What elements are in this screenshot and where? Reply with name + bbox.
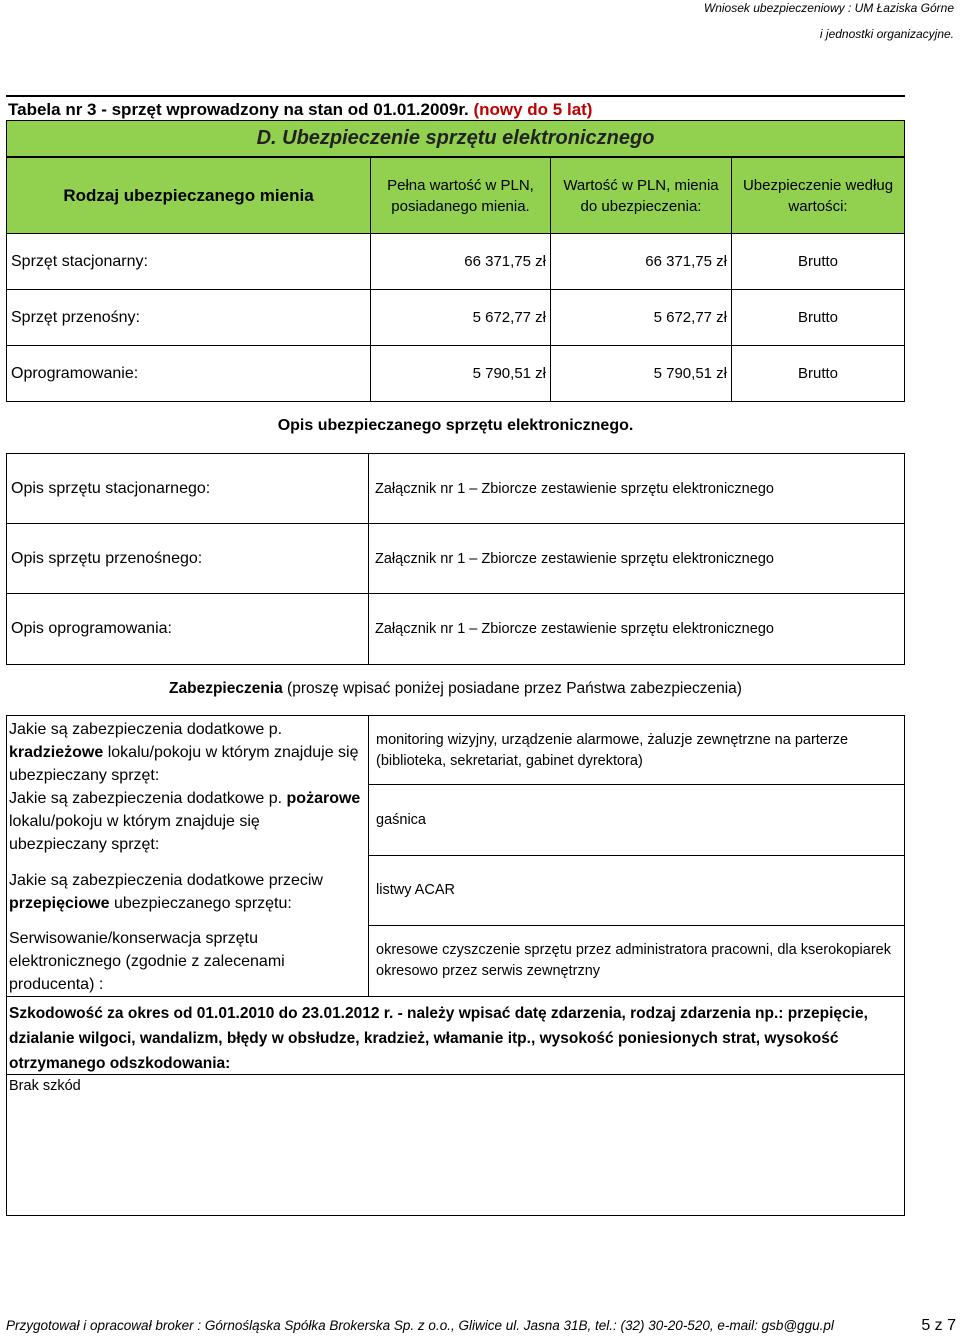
claims-question-line1: Szkodowość za okres od 01.01.2010 do 23.01.2012 r. - należy wpisać datę zdarzenia, rodzaj zdarzenia np.: przepięcie, [9, 1005, 868, 1022]
column-header-insured-value-label: Wartość w PLN, mienia do ubezpieczenia: [563, 176, 719, 215]
security-fire-question-line2: lokalu/pokoju w którym znajduje się [9, 813, 260, 830]
desc-label-portable: Opis sprzętu przenośnego: [6, 523, 369, 594]
security-row-divider-2 [368, 855, 905, 856]
security-row-divider-1 [368, 784, 905, 785]
claims-question-line3: otrzymanego odszkodowania: [9, 1055, 231, 1072]
security-theft-answer-line1: monitoring wizyjny, urządzenie alarmowe, żaluzje zewnętrzne na parterze [376, 732, 849, 748]
security-service-answer-line1: okresowe czyszczenie sprzętu przez administratora pracowni, dla kserokopiarek [376, 942, 891, 958]
column-header-basis [731, 157, 905, 234]
security-theft-keyword: kradzieżowe [9, 744, 104, 761]
security-title-bold: Zabezpieczenia [169, 680, 283, 697]
security-row-divider-3 [368, 925, 905, 926]
desc-value-software: Załącznik nr 1 – Zbiorcze zestawienie sprzętu elektronicznego [368, 593, 905, 665]
security-surge-question [9, 869, 369, 915]
table-title-note: (nowy do 5 lat) [473, 100, 593, 119]
security-fire-question-line3: ubezpieczany sprzęt: [9, 836, 160, 853]
claims-question [9, 1001, 902, 1076]
security-surge-question-line2-rest: ubezpieczanego sprzętu: [113, 895, 292, 912]
page-number: 5 z 7 [921, 1317, 956, 1334]
footer-broker-info: Przygotował i opracował broker : Górnośląska Spółka Brokerska Sp. z o.o., Gliwice ul. Jasna 31B, tel.: (32) 30-20-520, e-mail: gsb@ggu.pl [6, 1318, 834, 1333]
table-title-text: Tabela nr 3 - sprzęt wprowadzony na stan od 01.01.2009r. [8, 100, 469, 119]
section-d-title: D. Ubezpieczenie sprzętu elektronicznego [256, 127, 655, 149]
column-header-basis-label: Ubezpieczenie według wartości: [742, 176, 894, 215]
desc-value-stationary: Załącznik nr 1 – Zbiorcze zestawienie sprzętu elektronicznego [368, 453, 905, 524]
security-surge-question-line1: Jakie są zabezpieczenia dodatkowe przeciw [9, 872, 323, 889]
claims-divider [6, 1074, 905, 1075]
security-surge-answer: listwy ACAR [376, 882, 455, 898]
security-theft-answer [376, 730, 901, 772]
security-surge-question-line2 [9, 892, 369, 915]
row-insured-value-stationary: 66 371,75 zł [550, 233, 732, 290]
description-section-title: Opis ubezpieczanego sprzętu elektronicznego. [277, 417, 634, 434]
security-fire-question-line1 [9, 787, 369, 810]
security-fire-question-line1-text: Jakie są zabezpieczenia dodatkowe p. [9, 790, 283, 807]
row-basis-portable: Brutto [731, 289, 905, 346]
row-label-stationary: Sprzęt stacjonarny: [6, 233, 371, 290]
security-theft-question-line2 [9, 741, 369, 764]
security-service-question-line2: elektronicznego (zgodnie z zalecenami [9, 953, 285, 970]
security-fire-question [9, 787, 369, 856]
column-header-full-value [370, 157, 551, 234]
security-section-title [6, 680, 905, 698]
security-fire-answer: gaśnica [376, 812, 426, 828]
security-service-question [9, 927, 369, 996]
security-surge-keyword: przepięciowe [9, 895, 110, 912]
row-full-value-software: 5 790,51 zł [370, 345, 551, 402]
security-theft-answer-line2: (biblioteka, sekretariat, gabinet dyrektora) [376, 753, 643, 769]
security-theft-question [9, 718, 369, 787]
security-title-rest: (proszę wpisać poniżej posiadane przez Państwa zabezpieczenia) [287, 680, 742, 697]
security-fire-keyword: pożarowe [286, 790, 361, 807]
top-divider [6, 95, 905, 97]
row-basis-stationary: Brutto [731, 233, 905, 290]
security-service-question-line3: producenta) : [9, 976, 104, 993]
security-service-answer-line2: okresowo przez serwis zewnętrzny [376, 963, 601, 979]
document-header-subtitle: i jednostki organizacyjne. [819, 27, 954, 41]
desc-label-stationary: Opis sprzętu stacjonarnego: [6, 453, 369, 524]
row-label-software: Oprogramowanie: [6, 345, 371, 402]
desc-value-portable: Załącznik nr 1 – Zbiorcze zestawienie sprzętu elektronicznego [368, 523, 905, 594]
desc-label-software: Opis oprogramowania: [6, 593, 369, 665]
security-theft-question-line3: ubezpieczany sprzęt: [9, 767, 160, 784]
security-theft-question-line2-rest: lokalu/pokoju w którym znajduje się [107, 744, 359, 761]
section-d-header [6, 120, 905, 157]
security-service-question-line1: Serwisowanie/konserwacja sprzętu [9, 930, 258, 947]
column-header-type [6, 157, 371, 234]
claims-value: Brak szkód [9, 1078, 81, 1094]
column-header-type-label: Rodzaj ubezpieczanego mienia [63, 186, 314, 205]
row-insured-value-portable: 5 672,77 zł [550, 289, 732, 346]
security-service-answer [376, 940, 901, 982]
table-title [8, 100, 592, 120]
document-header-title: Wniosek ubezpieczeniowy : UM Łaziska Górne [703, 1, 954, 15]
row-insured-value-software: 5 790,51 zł [550, 345, 732, 402]
column-header-full-value-label: Pełna wartość w PLN, posiadanego mienia. [387, 176, 534, 215]
row-basis-software: Brutto [731, 345, 905, 402]
row-full-value-portable: 5 672,77 zł [370, 289, 551, 346]
row-full-value-stationary: 66 371,75 zł [370, 233, 551, 290]
security-theft-question-line1: Jakie są zabezpieczenia dodatkowe p. [9, 721, 283, 738]
column-header-insured-value [550, 157, 732, 234]
row-label-portable: Sprzęt przenośny: [6, 289, 371, 346]
claims-question-line2: dzialanie wilgoci, wandalizm, błędy w obsłudze, kradzież, włamanie itp., wysokość poniesionych strat, wysokość [9, 1030, 839, 1047]
